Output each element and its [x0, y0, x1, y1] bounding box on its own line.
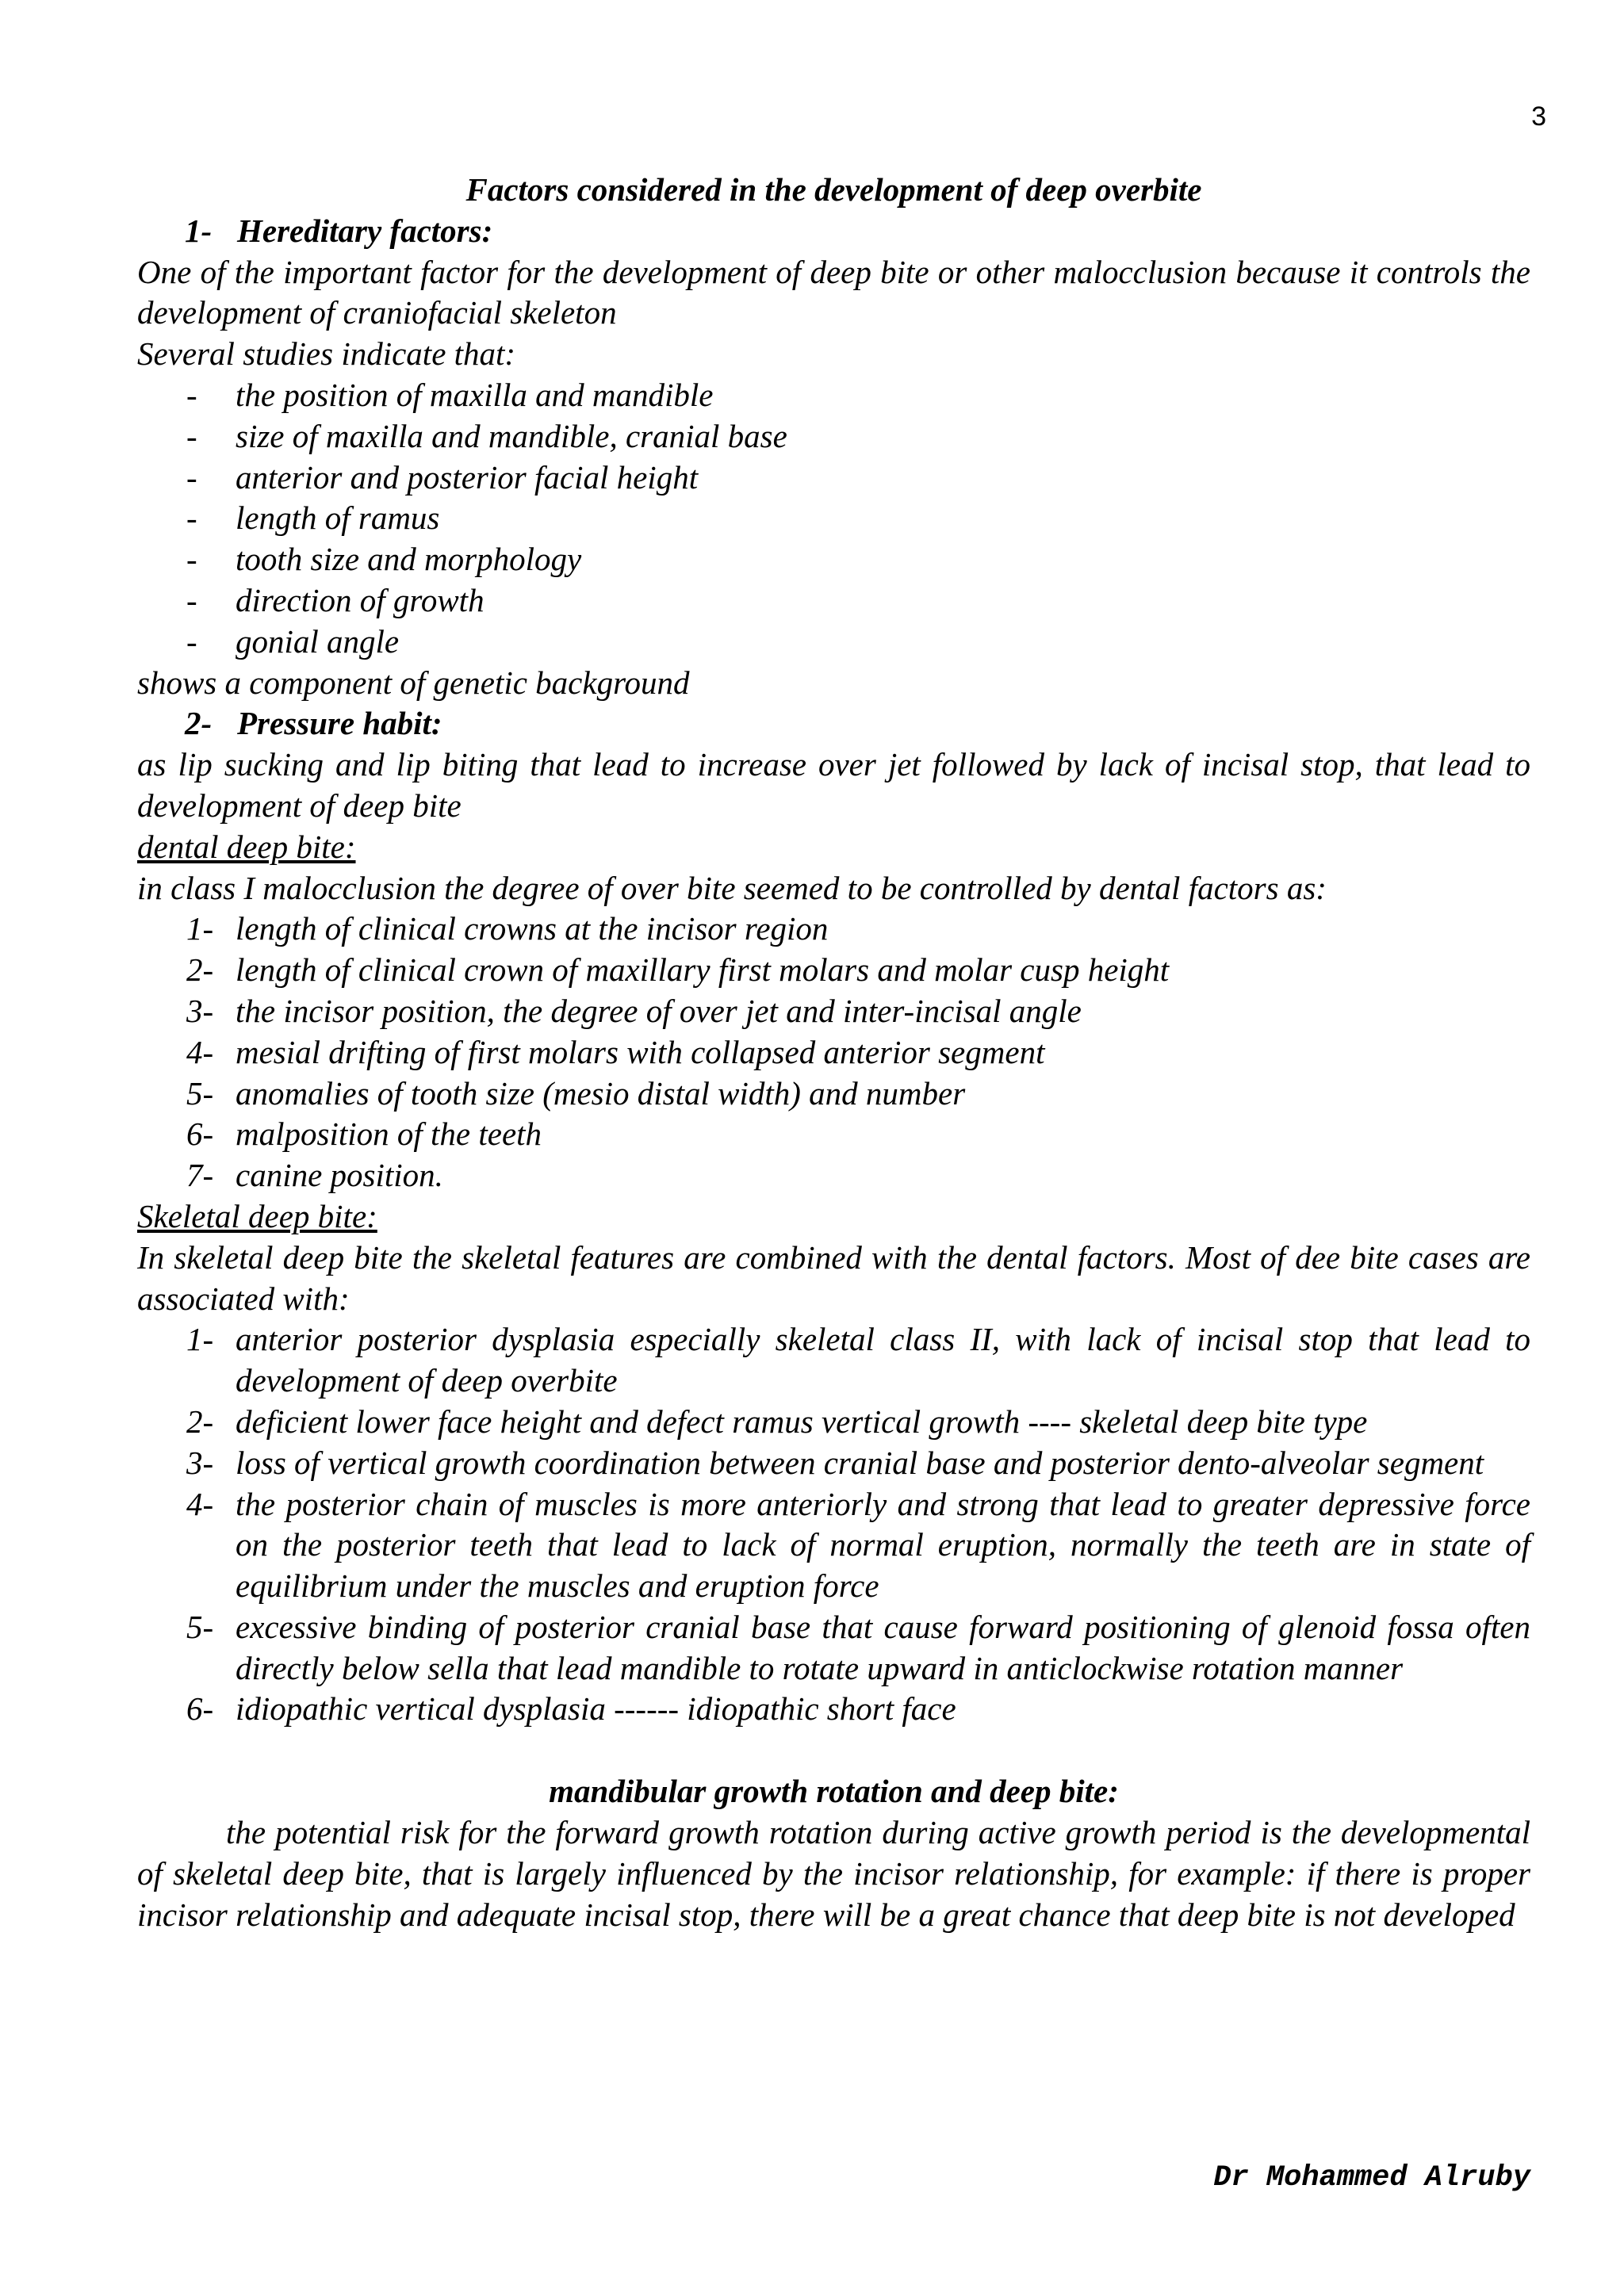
- pressure-text: as lip sucking and lip biting that lead to increase over jet followed by lack of incisal stop, that lead to development of deep bite: [137, 746, 1530, 824]
- author-footer: Dr Mohammed Alruby: [1213, 2161, 1530, 2195]
- pressure-heading-number: 2-: [185, 705, 213, 742]
- hereditary-heading-number: 1-: [185, 212, 213, 249]
- mandibular-growth-text: the potential risk for the forward growth rotation during active growth period is the developmental of skeletal deep bite, that is largely influenced by the incisor relationship, for example: if there is proper incisor relationship and adequate incisal stop, there will be a great chance that deep bite is not developed: [137, 1814, 1530, 1933]
- list-item: 5- anomalies of tooth size (mesio distal width) and number: [186, 1074, 966, 1112]
- page-number: 3: [1531, 101, 1546, 132]
- mandibular-growth-heading: mandibular growth rotation and deep bite:: [549, 1773, 1119, 1810]
- pressure-heading: [137, 703, 1530, 744]
- list-item: 1- anterior posterior dysplasia especially skeletal class II, with lack of incisal stop that lead to development of deep overbite: [186, 1321, 1530, 1399]
- list-item: - anterior and posterior facial height: [186, 458, 699, 496]
- list-item: 2- length of clinical crown of maxillary first molars and molar cusp height: [186, 951, 1170, 989]
- document-body: [137, 170, 1530, 1935]
- list-item: 2- deficient lower face height and defect ramus vertical growth ---- skeletal deep bite type: [186, 1402, 1368, 1440]
- hereditary-heading: [137, 211, 1530, 252]
- dental-factor-list: [137, 909, 1530, 1196]
- list-item: 5- excessive binding of posterior cranial base that cause forward positioning of glenoid fossa often directly below sella that lead mandible to rotate upward in anticlockwise rotation manner: [186, 1608, 1530, 1686]
- skeletal-deep-bite-heading: Skeletal deep bite:: [137, 1197, 377, 1234]
- list-item: - direction of growth: [186, 581, 485, 618]
- dental-deep-bite-heading: dental deep bite:: [137, 828, 356, 865]
- list-item: 3- loss of vertical growth coordination between cranial base and posterior dento-alveolar segment: [186, 1444, 1484, 1481]
- skeletal-intro: In skeletal deep bite the skeletal features are combined with the dental factors. Most of dee bite cases are associated with:: [137, 1238, 1530, 1317]
- skeletal-factor-list: [137, 1319, 1530, 1730]
- hereditary-heading-text: Hereditary factors:: [237, 212, 493, 249]
- list-item: 1- length of clinical crowns at the incisor region: [186, 910, 829, 947]
- list-item: 6- malposition of the teeth: [186, 1115, 542, 1153]
- list-item: 6- idiopathic vertical dysplasia ------ idiopathic short face: [186, 1690, 956, 1728]
- hereditary-intro: One of the important factor for the development of deep bite or other malocclusion because it controls the development of craniofacial skeleton: [137, 253, 1530, 331]
- list-item: - gonial angle: [186, 622, 400, 660]
- document-title: Factors considered in the development of deep overbite: [465, 171, 1202, 208]
- hereditary-studies: Several studies indicate that:: [137, 335, 516, 373]
- list-item: 7- canine position.: [186, 1157, 443, 1194]
- hereditary-factor-list: [137, 375, 1530, 663]
- list-item: - length of ramus: [186, 499, 440, 537]
- list-item: 4- mesial drifting of first molars with collapsed anterior segment: [186, 1033, 1045, 1070]
- list-item: - the position of maxilla and mandible: [186, 376, 714, 413]
- list-item: - size of maxilla and mandible, cranial base: [186, 417, 787, 454]
- list-item: 4- the posterior chain of muscles is more anteriorly and strong that lead to greater depressive force on the posterior teeth that lead to lack of normal eruption, normally the teeth are in state of equilibrium under the muscles and eruption force: [186, 1485, 1530, 1605]
- dental-intro: in class I malocclusion the degree of over bite seemed to be controlled by dental factors as:: [137, 869, 1327, 906]
- list-item: 3- the incisor position, the degree of over jet and inter-incisal angle: [186, 992, 1082, 1029]
- list-item: - tooth size and morphology: [186, 541, 582, 578]
- pressure-heading-text: Pressure habit:: [237, 705, 442, 742]
- hereditary-conclusion: shows a component of genetic background: [137, 664, 690, 701]
